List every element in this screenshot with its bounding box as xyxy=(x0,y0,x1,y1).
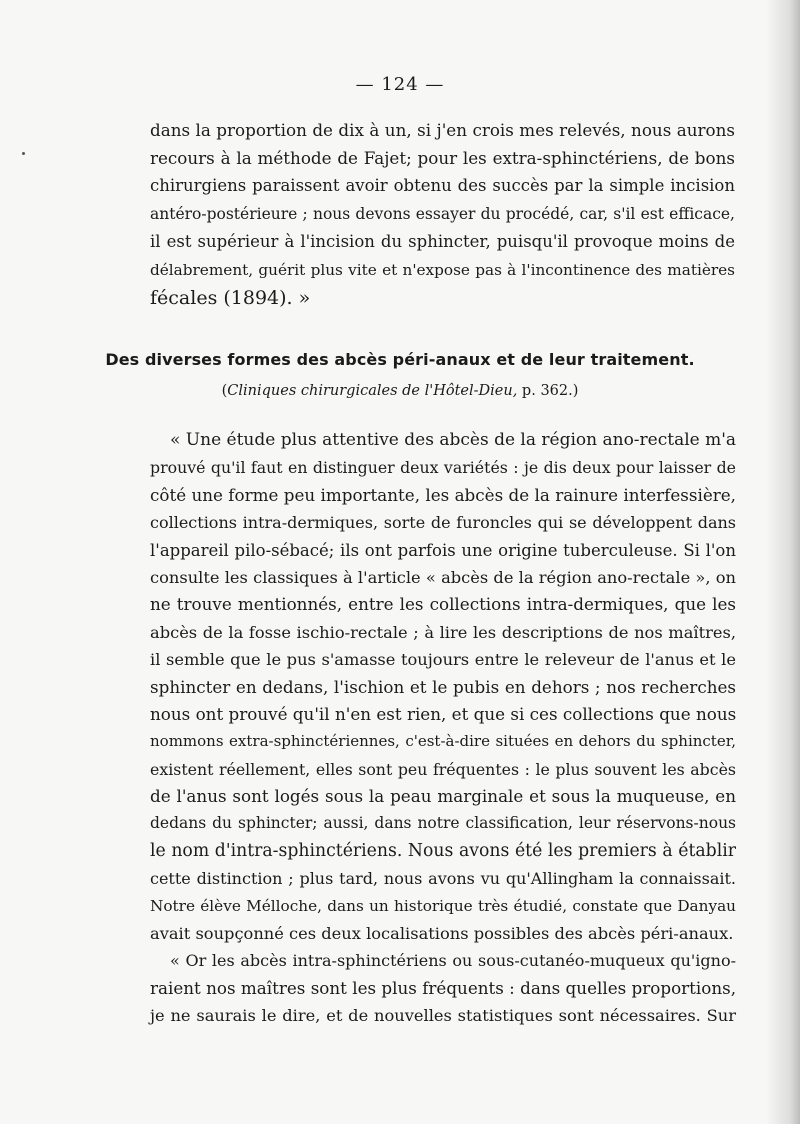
text-line: prouvé qu'il faut en distinguer deux variétés : je dis deux pour laisser de xyxy=(150,458,736,478)
main-text xyxy=(150,427,736,1030)
text-line: « Une étude plus attentive des abcès de la région ano-rectale m'a xyxy=(170,430,737,450)
text-line: raient nos maîtres sont les plus fréquents : dans quelles proportions, xyxy=(150,977,737,998)
section-title: Des diverses formes des abcès péri-anaux et de leur traitement. xyxy=(105,350,695,369)
text-line: délabrement, guérit plus vite et n'expose pas à l'incontinence des matières xyxy=(150,261,735,279)
page-edge-shadow xyxy=(766,0,800,1124)
citation-open: ( xyxy=(221,383,228,399)
text-line: l'appareil pilo-sébacé; ils ont parfois une origine tuberculeuse. Si l'on xyxy=(150,540,736,560)
text-line: cette distinction ; plus tard, nous avons vu qu'Allingham la connaissait. xyxy=(150,869,736,889)
text-line: je ne saurais le dire, et de nouvelles statistiques sont nécessaires. Sur xyxy=(150,1006,736,1026)
text-line: « Or les abcès intra-sphinctériens ou sous-cutanéo-muqueux qu'igno- xyxy=(170,951,736,971)
text-line: il semble que le pus s'amasse toujours entre le releveur de l'anus et le xyxy=(150,650,736,670)
text-line: il est supérieur à l'incision du sphincter, puisqu'il provoque moins de xyxy=(150,232,735,251)
text-line: avait soupçonné ces deux localisations possibles des abcès péri-anaux. xyxy=(150,924,734,944)
text-line: ne trouve mentionnés, entre les collections intra-dermiques, que les xyxy=(150,594,736,615)
text-line: nommons extra-sphinctériennes, c'est-à-dire situées en dehors du sphincter, xyxy=(150,732,736,751)
text-line: chirurgiens paraissent avoir obtenu des succès par la simple incision xyxy=(150,176,735,195)
text-line: collections intra-dermiques, sorte de furoncles qui se développent dans xyxy=(150,513,736,533)
text-line: recours à la méthode de Fajet; pour les extra-sphinctériens, de bons xyxy=(150,148,735,168)
text-line: antéro-postérieure ; nous devons essayer du procédé, car, s'il est efficace, xyxy=(150,205,735,223)
citation-page: p. 362.) xyxy=(517,383,579,399)
text-line: abcès de la fosse ischio-rectale ; à lire les descriptions de nos maîtres, xyxy=(150,622,736,642)
text-line: dedans du sphincter; aussi, dans notre classification, leur réservons-nous xyxy=(150,814,736,833)
intro-paragraph xyxy=(150,116,735,312)
text-line: Notre élève Mélloche, dans un historique très étudié, constate que Danyau xyxy=(150,896,736,915)
text-line: sphincter en dedans, l'ischion et le pubis en dehors ; nos recherches xyxy=(150,676,736,697)
text-line: existent réellement, elles sont peu fréquentes : le plus souvent les abcès xyxy=(150,759,736,779)
text-line: fécales (1894). » xyxy=(150,287,311,309)
citation xyxy=(0,383,800,399)
margin-mark xyxy=(22,152,25,155)
text-line: consulte les classiques à l'article « abcès de la région ano-rectale », on xyxy=(150,567,736,587)
page-number: — 124 — xyxy=(355,74,445,95)
text-line: côté une forme peu importante, les abcès de la rainure interfessière, xyxy=(150,484,736,505)
text-line: nous ont prouvé qu'il n'en est rien, et que si ces collections que nous xyxy=(150,703,737,724)
citation-source: Cliniques chirurgicales de l'Hôtel-Dieu, xyxy=(227,383,518,399)
text-line: de l'anus sont logés sous la peau marginale et sous la muqueuse, en xyxy=(150,786,736,807)
text-line: dans la proportion de dix à un, si j'en crois mes relevés, nous aurons xyxy=(150,120,735,140)
text-line: le nom d'intra-sphinctériens. Nous avons été les premiers à établir xyxy=(150,840,736,861)
